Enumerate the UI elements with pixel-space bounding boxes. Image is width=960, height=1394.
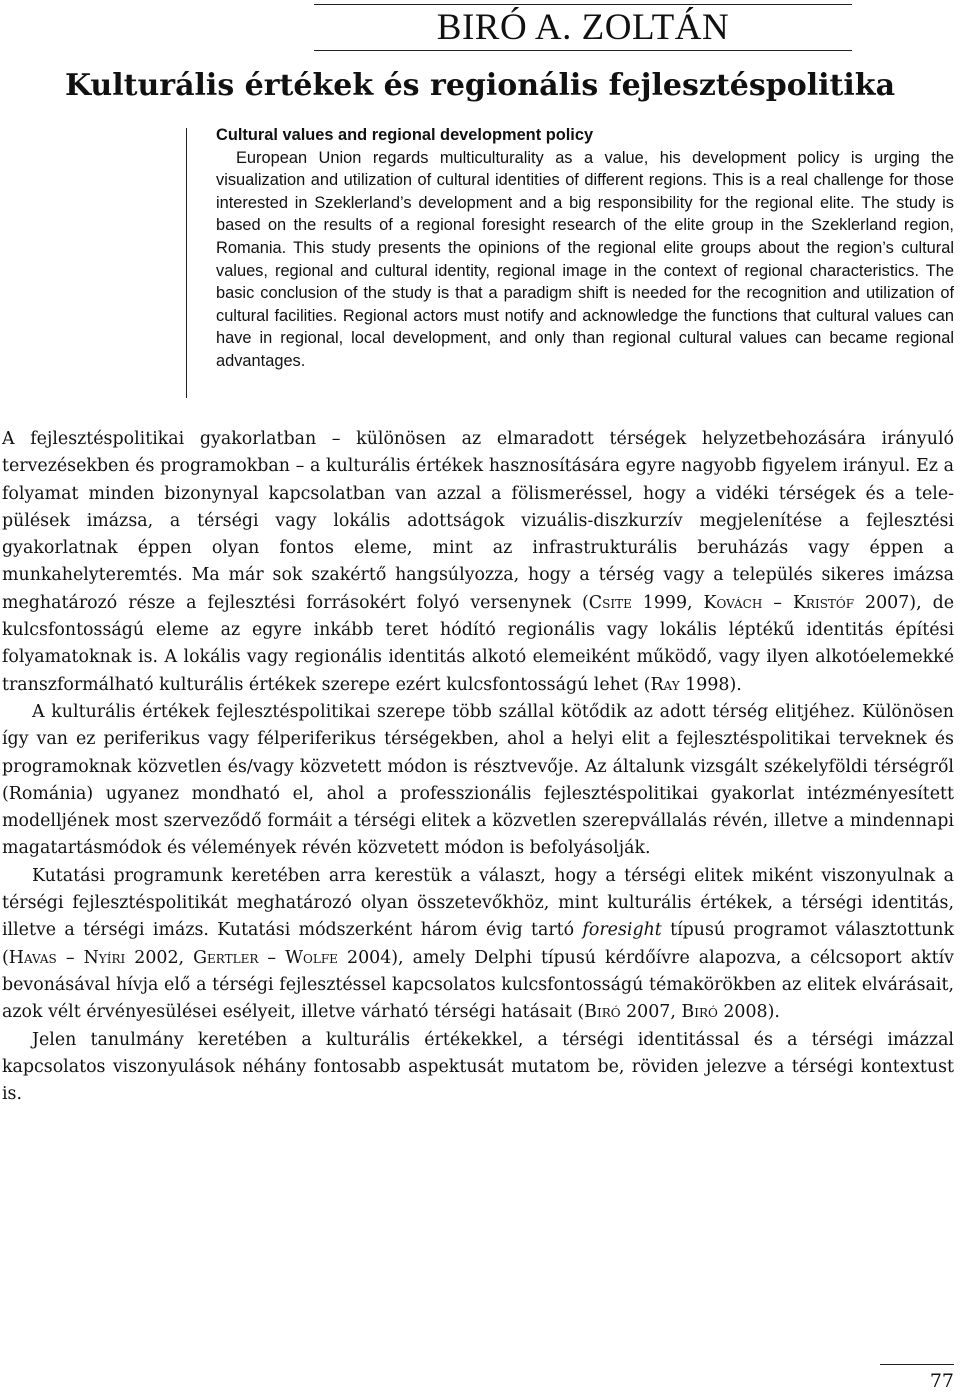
abstract-title: Cultural values and regional development policy: [216, 126, 594, 144]
author-rule-top: [314, 4, 852, 5]
paragraph-text: –: [56, 947, 84, 968]
citation-author: Gertler: [193, 947, 259, 968]
paragraph-text: 2004), amely Delphi típusú kérdőívre alapozva, a célcsoport aktív bevonásával hívja elő a térségi fejlesztéssel kapcsolatos kulcsfontosságú témakörökben az elitek elvárásait, azok vélt érvényesülései esélyeit, illetve várható térségi hatásait (: [2, 947, 954, 1023]
citation-author: Kovách: [703, 592, 763, 613]
abstract-side-rule: [186, 128, 187, 398]
paragraph-1: [2, 426, 954, 699]
paragraph-text: 2002,: [125, 947, 194, 968]
abstract: [216, 124, 954, 373]
paragraph-text: típusú programot választottunk (: [2, 920, 955, 968]
author-rule-bottom: [314, 50, 852, 51]
paragraph-text: 1999,: [631, 592, 704, 613]
citation-author: Biró: [584, 1002, 621, 1023]
paragraph-text: Kutatási programunk keretében arra kerestük a választ, hogy a térségi elitek miként viszonyulnak a térségi fejlesztéspolitikát meghatározó olyan összetevőkhöz, mint kulturális értékek, a térségi identitás, illetve a térségi imázs. Kutatási módszerként három évig tartó: [2, 865, 954, 941]
paragraph-2: A kulturális értékek fejlesztéspolitikai szerepe több szállal kötődik az adott térség elitjéhez. Különösen így van ez periferikus vagy félperiferikus térségekben, ahol a helyi elit a fejlesztéspolitikai terveknek és programoknak közvetlen és/vagy közvetett módon is résztvevője. Az általunk vizsgált székelyföldi térségről (Románia) ugyanez mondható el, ahol a professzionális fejlesztéspolitikai gyakorlat intézményesített modelljének most szerveződő formáit a térségi elitek a közvetlen szerepvállalás révén, illetve a mindennapi magatartásmódok és vélemények révén közvetett módon is befolyásolják.: [2, 701, 954, 859]
paragraph-text: –: [762, 592, 793, 613]
paragraph-text: –: [258, 947, 286, 968]
emphasis-foresight: foresight: [582, 920, 662, 941]
citation-author: Ray: [650, 674, 680, 695]
paragraph-4: Jelen tanulmány keretében a kulturális értékekkel, a térségi identitással és a térségi imázzal kapcsolatos viszonyulások néhány fontosabb aspektusát mutatom be, röviden jelezve a térségi kontextust is.: [2, 1029, 954, 1105]
paragraph-text: A fejlesztéspolitikai gyakorlatban – különösen az elmaradott térségek helyzetbehozására irányuló tervezésekben és programokban – a kulturális értékek hasznosítására egyre nagyobb figyelem irányul. Ez a folyamat minden bizonynyal kapcsolatban van azzal a fölismeréssel, hogy a vidéki térségek és a települések imázsa, a térségi vagy lokális adottságok vizuális-diszkurzív megjelenítése a fejlesztési gyakorlatnak éppen olyan fontos eleme, mint az infrastrukturális beruházás vagy éppen a munkahelyteremtés. Ma már sok szakértő hangsúlyozza, hogy a térség vagy a település sikeres imázsa meghatározó része a fejlesztési forrásokért folyó versenynek (: [2, 429, 954, 613]
abstract-body: European Union regards multiculturality as a value, his development policy is urging the visualization and utilization of cultural identities of different regions. This is a real challenge for those interested in Szeklerland’s development and a big responsibility for the regional elite. The study is based on the results of a regional foresight research of the elite group in the Szeklerland region, Romania. This study presents the opinions of the regional elite groups about the region’s cultural values, regional and cultural identity, regional image in the context of regional characteristics. The basic conclusion of the study is that a paradigm shift is needed for the recognition and utilization of cultural facilities. Regional actors must notify and acknowledge the functions that cultural values can have in regional, local development, and only than regional cultural values can became regional advantages.: [216, 148, 954, 370]
page-number-rule: [880, 1364, 954, 1365]
citation-author: Nyíri: [83, 947, 126, 968]
paragraph-text: 1998).: [679, 674, 742, 695]
paragraph-text: 2007), de kulcsfontosságú eleme az egyre inkább teret hódító regionális vagy lokális léptékű identitás építési folyamatoknak is. A lokális vagy regionális identitás alkotó elemeiként működő, vagy ilyen alkotóelemekké transzformálható kulturális értékek szerepe ezért kulcsfontosságú lehet (: [2, 592, 954, 695]
article-title: Kulturális értékek és regionális fejlesztéspolitika: [64, 68, 896, 103]
paragraph-3: [2, 863, 954, 1027]
citation-author: Kristóf: [792, 592, 855, 613]
main-text: [2, 426, 954, 1108]
paragraph-text: 2008).: [717, 1002, 780, 1023]
author-name: BIRÓ A. ZOLTÁN: [436, 7, 730, 48]
citation-author: Wolfe: [285, 947, 338, 968]
citation-author: Biró: [681, 1002, 718, 1023]
paragraph-text: 2007,: [620, 1002, 682, 1023]
citation-author: Csite: [588, 592, 632, 613]
page-number: 77: [929, 1370, 954, 1392]
citation-author: Havas: [8, 947, 57, 968]
